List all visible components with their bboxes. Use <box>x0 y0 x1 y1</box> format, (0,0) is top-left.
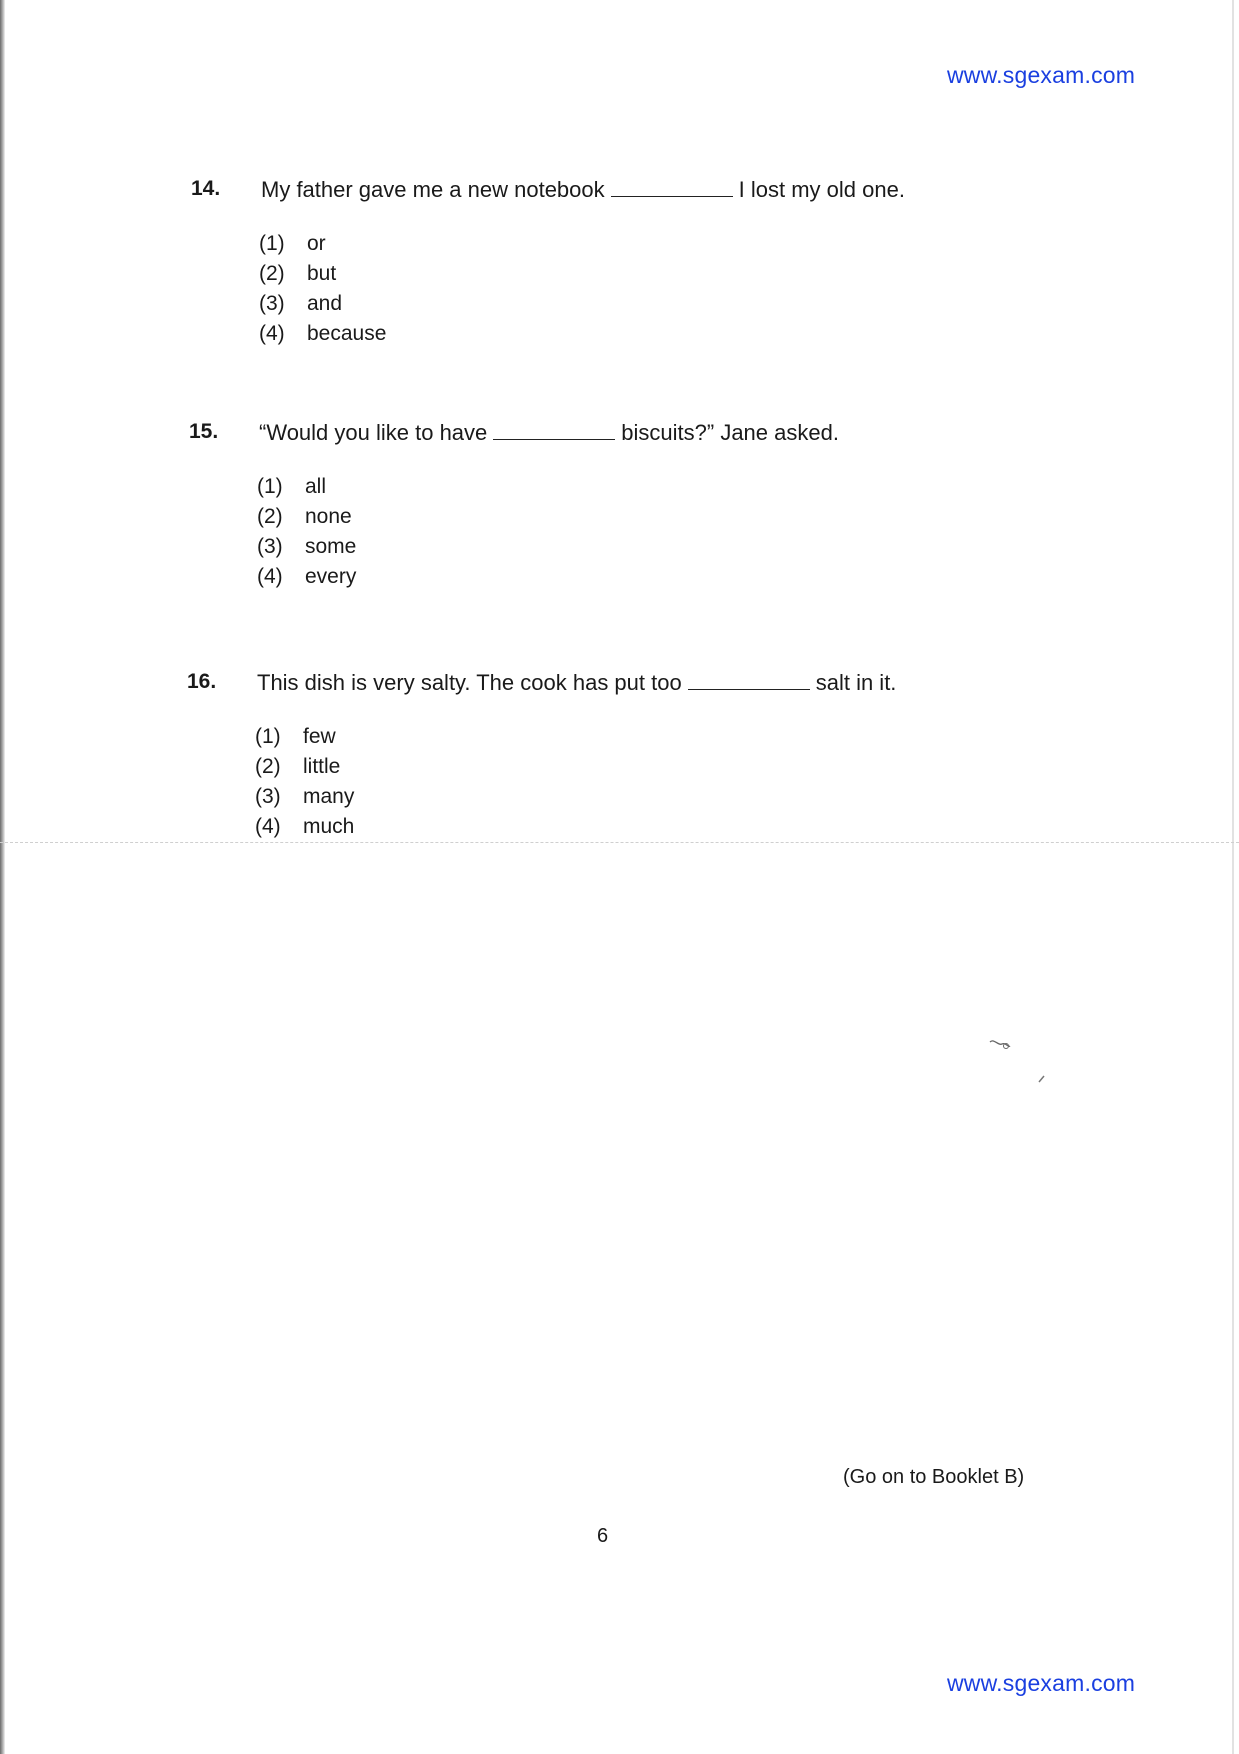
question-text <box>257 670 896 696</box>
option-list <box>255 725 354 845</box>
option-label: much <box>303 815 355 838</box>
option-label: none <box>305 505 352 528</box>
go-on-note: (Go on to Booklet B) <box>843 1466 1025 1488</box>
question-text-after: biscuits?” Jane asked. <box>621 420 839 445</box>
scan-smudge <box>1037 1074 1047 1084</box>
option-number: (1) <box>257 475 283 498</box>
option-label: every <box>305 565 357 588</box>
question-text-before: “Would you like to have <box>259 420 488 445</box>
question-stem <box>191 177 1091 207</box>
question-number: 15. <box>189 420 219 443</box>
question-14 <box>191 177 1091 345</box>
answer-blank <box>493 421 615 440</box>
question-stem <box>187 670 1087 700</box>
option-number: (2) <box>257 505 283 528</box>
option-item <box>255 815 354 845</box>
scan-edge-left <box>0 0 5 1754</box>
website-watermark-top: www.sgexam.com <box>947 62 1136 88</box>
question-number: 16. <box>187 670 217 693</box>
option-label: all <box>305 475 327 498</box>
page-number: 6 <box>597 1525 609 1547</box>
option-item <box>259 292 386 322</box>
answer-blank <box>688 671 810 690</box>
question-text <box>261 177 905 203</box>
question-text-after: I lost my old one. <box>738 177 905 202</box>
question-text-before: My father gave me a new notebook <box>261 177 605 202</box>
option-list <box>259 232 386 352</box>
option-item <box>255 755 354 785</box>
option-label: because <box>307 322 387 345</box>
option-number: (4) <box>257 565 283 588</box>
option-number: (1) <box>255 725 281 748</box>
option-number: (1) <box>259 232 285 255</box>
scan-edge-right <box>1232 0 1234 1754</box>
option-number: (2) <box>255 755 281 778</box>
option-number: (3) <box>257 535 283 558</box>
option-label: but <box>307 262 337 285</box>
question-text-after: salt in it. <box>815 670 897 695</box>
question-text <box>259 420 839 446</box>
option-label: and <box>307 292 343 315</box>
option-item <box>255 785 354 815</box>
scan-artifact-line <box>0 842 1239 843</box>
option-item <box>257 535 356 565</box>
option-number: (2) <box>259 262 285 285</box>
option-label: few <box>303 725 336 748</box>
option-item <box>257 565 356 595</box>
question-stem <box>189 420 1089 450</box>
option-item <box>255 725 354 755</box>
option-label: little <box>303 755 341 778</box>
option-number: (4) <box>259 322 285 345</box>
question-text-before: This dish is very salty. The cook has put too <box>257 670 682 695</box>
option-label: or <box>307 232 326 255</box>
option-item <box>257 505 356 535</box>
option-number: (3) <box>259 292 285 315</box>
option-item <box>257 475 356 505</box>
option-item <box>259 322 386 352</box>
website-watermark-bottom: www.sgexam.com <box>947 1670 1136 1696</box>
question-15 <box>189 420 1089 588</box>
answer-blank <box>611 178 733 197</box>
option-item <box>259 232 386 262</box>
option-number: (3) <box>255 785 281 808</box>
option-number: (4) <box>255 815 281 838</box>
question-number: 14. <box>191 177 221 200</box>
option-list <box>257 475 356 595</box>
option-item <box>259 262 386 292</box>
option-label: some <box>305 535 357 558</box>
scan-smudge <box>988 1038 1012 1052</box>
option-label: many <box>303 785 355 808</box>
question-16 <box>187 670 1087 838</box>
